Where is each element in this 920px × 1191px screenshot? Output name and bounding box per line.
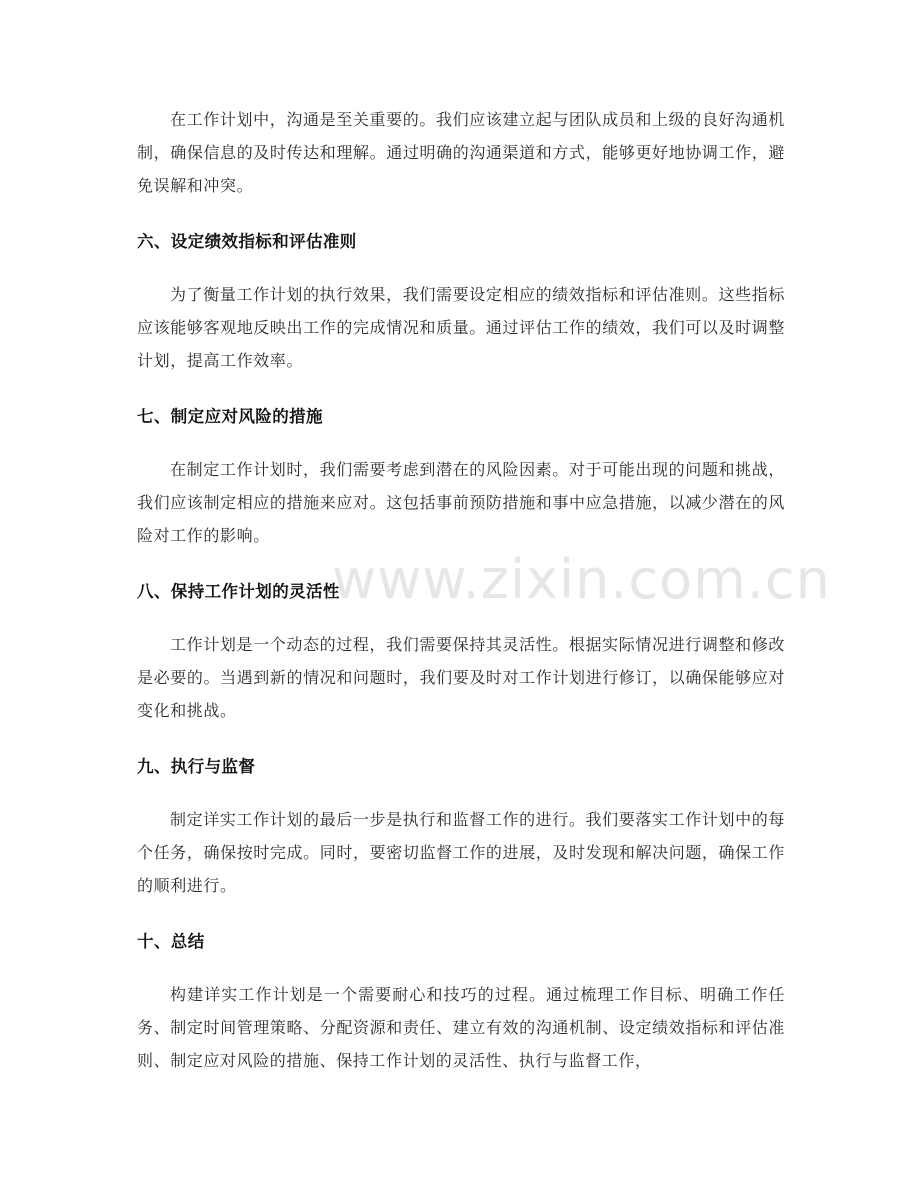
paragraph-performance: 为了衡量工作计划的执行效果，我们需要设定相应的绩效指标和评估准则。这些指标应该能够客观地反映出工作的完成情况和质量。通过评估工作的绩效，我们可以及时调整计划，提高工作效率。 <box>137 285 785 370</box>
paragraph-summary: 构建详实工作计划是一个需要耐心和技巧的过程。通过梳理工作目标、明确工作任务、制定时间管理策略、分配资源和责任、建立有效的沟通机制、设定绩效指标和评估准则、制定应对风险的措施、保持工作计划的灵活性、执行与监督工作， <box>137 985 785 1070</box>
document-body <box>137 103 785 1077</box>
section-heading-9: 九、执行与监督 <box>137 757 256 776</box>
section-heading-8: 八、保持工作计划的灵活性 <box>137 582 340 601</box>
section-heading-10: 十、总结 <box>137 932 205 951</box>
paragraph-communication: 在工作计划中，沟通是至关重要的。我们应该建立起与团队成员和上级的良好沟通机制，确保信息的及时传达和理解。通过明确的沟通渠道和方式，能够更好地协调工作，避免误解和冲突。 <box>137 110 785 195</box>
paragraph-execution: 制定详实工作计划的最后一步是执行和监督工作的进行。我们要落实工作计划中的每个任务，确保按时完成。同时，要密切监督工作的进展，及时发现和解决问题，确保工作的顺利进行。 <box>137 810 785 895</box>
paragraph-flexibility: 工作计划是一个动态的过程，我们需要保持其灵活性。根据实际情况进行调整和修改是必要的。当遇到新的情况和问题时，我们要及时对工作计划进行修订，以确保能够应对变化和挑战。 <box>137 635 785 720</box>
section-heading-7: 七、制定应对风险的措施 <box>137 407 323 426</box>
watermark: www.zixin.com.cn <box>332 548 831 611</box>
section-heading-6: 六、设定绩效指标和评估准则 <box>137 232 357 251</box>
paragraph-risk: 在制定工作计划时，我们需要考虑到潜在的风险因素。对于可能出现的问题和挑战，我们应该制定相应的措施来应对。这包括事前预防措施和事中应急措施，以减少潜在的风险对工作的影响。 <box>137 460 785 545</box>
